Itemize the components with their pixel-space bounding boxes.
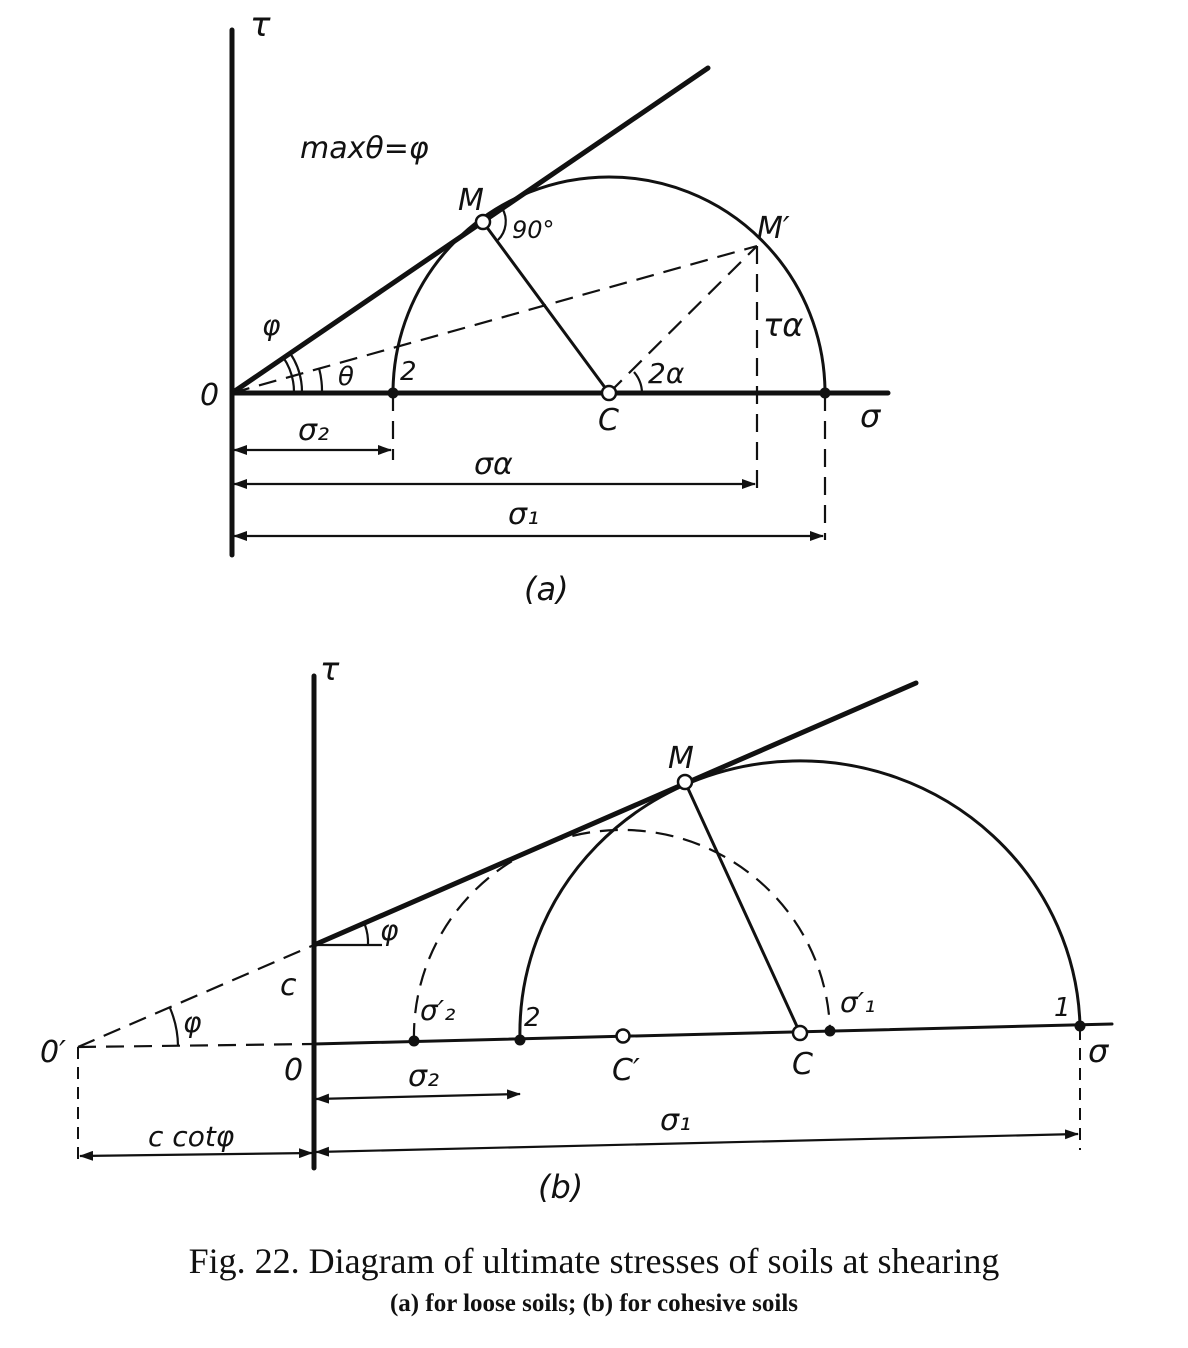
figure-caption-subtitle: (a) for loose soils; (b) for cohesive soils [389, 1290, 799, 1317]
dim-line-sigma2-b [316, 1094, 520, 1099]
envelope-line-b [314, 683, 916, 945]
tau-label-b: τ [320, 650, 340, 688]
m-label-b: M [668, 741, 694, 776]
sigma2-dim-label-a: σ₂ [298, 413, 330, 448]
point-1-a [820, 388, 831, 399]
phi-label-lower: φ [183, 1006, 202, 1039]
envelope-line-a [232, 68, 708, 393]
dashed-axis-extension [78, 1044, 314, 1047]
sigma-label-b: σ [1088, 1032, 1109, 1070]
origin-label-b: 0 [284, 1053, 304, 1088]
m-label-a: M [458, 183, 484, 218]
point-1-label-b: 1 [1054, 993, 1071, 1023]
phi-label-upper: φ [380, 914, 399, 947]
sigma1-dim-label-b: σ₁ [660, 1103, 692, 1138]
angle-arc-phi-lower [170, 1008, 178, 1046]
point-2-label-b: 2 [524, 1003, 541, 1033]
point-sigma2-prime [409, 1036, 420, 1047]
m-prime-label: M′ [757, 211, 790, 246]
sigma-axis-b [314, 1024, 1112, 1044]
panel-b [40, 650, 1112, 1206]
point-2-b [515, 1035, 526, 1046]
sigma1-prime-label: σ′₁ [840, 986, 876, 1019]
point-2-a [388, 388, 399, 399]
panel-label-b: (b) [538, 1168, 584, 1206]
panel-a [200, 5, 888, 608]
sigma2-prime-label: σ′₂ [420, 994, 456, 1027]
point-m-b [678, 775, 692, 789]
theta-label: θ [338, 362, 354, 392]
angle-arc-phi-inner [283, 357, 294, 393]
point-c-b [793, 1026, 807, 1040]
sigma-label-a: σ [860, 397, 881, 435]
sigma2-dim-label-b: σ₂ [408, 1059, 440, 1094]
point-c-a [602, 386, 616, 400]
point-2-label-a: 2 [400, 357, 417, 387]
mohr-circle-dashed-b [414, 830, 830, 1041]
origin-label-a: 0 [200, 378, 220, 413]
right-angle-label: 90° [512, 216, 555, 244]
point-1-b [1075, 1021, 1086, 1032]
angle-arc-theta [319, 368, 322, 393]
angle-arc-2alpha [634, 372, 642, 393]
c-prime-label: C′ [612, 1053, 640, 1088]
two-alpha-label: 2α [648, 357, 685, 390]
phi-label-a: φ [262, 309, 281, 342]
mohr-circle-b [520, 761, 1080, 1040]
sigma1-dim-label-a: σ₁ [508, 497, 540, 532]
tau-label-a: τ [250, 5, 271, 45]
origin-prime-label: 0′ [40, 1035, 66, 1070]
radius-cm-a [483, 222, 609, 393]
figure-caption-title: Fig. 22. Diagram of ultimate stresses of soils at shearing [188, 1241, 1000, 1281]
sigma-alpha-dim-label: σα [474, 447, 513, 482]
dim-line-sigma1-b [316, 1134, 1078, 1152]
cohesion-label: c [280, 968, 297, 1003]
ccot-dim-label: c cotφ [148, 1120, 235, 1153]
point-c-prime [617, 1030, 630, 1043]
tau-alpha-label: τα [763, 306, 804, 344]
angle-arc-phi-upper [365, 925, 368, 945]
c-label-b: C [792, 1047, 813, 1082]
point-sigma1-prime [825, 1026, 836, 1037]
radius-cm-b [685, 782, 800, 1033]
c-label-a: C [598, 403, 619, 438]
dim-line-ccot [80, 1153, 312, 1156]
panel-label-a: (a) [524, 570, 569, 608]
formula-label: maxθ=φ [300, 131, 429, 166]
